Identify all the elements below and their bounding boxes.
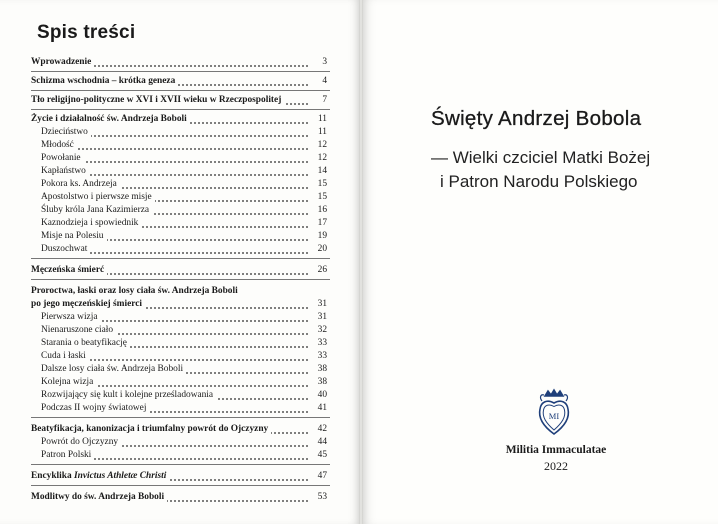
toc-entry: po jego męczeńskiej śmierci 31 — [31, 299, 327, 309]
page-number: 16 — [317, 205, 327, 215]
toc-entry: Powołanie 12 — [31, 152, 330, 165]
page-number: 17 — [317, 218, 327, 228]
page-number: 15 — [317, 192, 327, 202]
page-number: 47 — [317, 471, 327, 481]
page-number: 38 — [317, 364, 327, 374]
toc-entry: Kapłaństwo 14 — [31, 165, 330, 178]
toc-entry: Pierwsza wizja 31 — [31, 311, 330, 324]
toc-entry: Misje na Polesiu 19 — [31, 230, 330, 243]
divider — [31, 483, 330, 491]
subtitle-line: — Wielki czciciel Matki Bożej — [431, 148, 651, 167]
page-number: 19 — [317, 231, 327, 241]
divider — [31, 415, 330, 423]
toc-entry: Wprowadzenie 3 — [31, 57, 327, 67]
emblem-letters: MI — [548, 411, 560, 421]
subtitle-line: i Patron Narodu Polskiego — [440, 172, 638, 191]
publication-year: 2022 — [544, 459, 568, 473]
toc-entry: Podczas II wojny światowej 41 — [31, 402, 330, 415]
page-number: 4 — [322, 76, 327, 86]
toc-entry: Kaznodzieja i spowiednik 17 — [31, 217, 330, 230]
page-number: 3 — [322, 57, 327, 67]
toc-entry: Męczeńska śmierć 26 — [31, 265, 327, 275]
toc-entry: Modlitwy do św. Andrzeja Boboli 53 — [31, 492, 327, 502]
page-number: 26 — [317, 265, 327, 275]
page-number: 41 — [317, 403, 327, 413]
toc-heading: Spis treści — [37, 22, 136, 43]
toc-entry: Beatyfikacja, kanonizacja i triumfalny powrót do Ojczyzny 42 — [31, 424, 327, 434]
page-number: 12 — [317, 140, 327, 150]
page-number: 42 — [317, 424, 327, 434]
toc-entry: Apostolstwo i pierwsze misje 15 — [31, 191, 330, 204]
toc-entry: Kolejna wizja 38 — [31, 376, 330, 389]
toc-entry: Duszochwat 20 — [31, 243, 330, 256]
toc-entry: Rozwijający się kult i kolejne prześladowania 40 — [31, 389, 330, 402]
page-number: 44 — [317, 437, 327, 447]
page-number: 15 — [317, 179, 327, 189]
toc-entry: Nienaruszone ciało 32 — [31, 324, 330, 337]
toc-entry: Dalsze losy ciała św. Andrzeja Boboli 38 — [31, 363, 330, 376]
page-number: 53 — [317, 492, 327, 502]
divider — [31, 256, 330, 264]
divider — [31, 462, 330, 470]
page-number: 11 — [317, 127, 327, 137]
toc-entry: Dzieciństwo 11 — [31, 126, 330, 139]
page-number: 31 — [317, 299, 327, 309]
toc-entry: Proroctwa, łaski oraz losy ciała św. Andrzeja Boboli — [31, 285, 330, 298]
toc-entry: Starania o beatyfikację 33 — [31, 337, 330, 350]
page-number: 14 — [317, 166, 327, 176]
page-number: 45 — [317, 450, 327, 460]
toc-entry: Powrót do Ojczyzny 44 — [31, 436, 330, 449]
page-number: 31 — [317, 312, 327, 322]
book-title: Święty Andrzej Bobola — [431, 107, 642, 130]
toc-entry: Tło religijno-polityczne w XVI i XVII wieku w Rzeczpospolitej 7 — [31, 95, 327, 105]
page-number: 11 — [317, 114, 327, 124]
toc-entry: Encyklika Invictus Athletæ Christi 47 — [31, 471, 327, 481]
toc-entry: Życie i działalność św. Andrzeja Boboli 11 — [31, 114, 327, 124]
page-number: 20 — [317, 244, 327, 254]
page-number: 33 — [317, 338, 327, 348]
page-number: 38 — [317, 377, 327, 387]
militia-immaculatae-emblem-icon — [535, 388, 573, 436]
page-number: 40 — [317, 390, 327, 400]
toc-entry: Pokora ks. Andrzeja 15 — [31, 178, 330, 191]
toc-entry: Schizma wschodnia – krótka geneza 4 — [31, 76, 327, 86]
toc-entry: Śluby króla Jana Kazimierza 16 — [31, 204, 330, 217]
toc-entry: Patron Polski 45 — [31, 449, 330, 462]
page-number: 7 — [322, 95, 327, 105]
page-number: 33 — [317, 351, 327, 361]
publisher-name: Militia Immaculatae — [505, 444, 607, 456]
table-of-contents — [31, 56, 330, 504]
toc-entry: Cuda i łaski 33 — [31, 350, 330, 363]
book-subtitle — [431, 146, 701, 194]
page-number: 32 — [317, 325, 327, 335]
page-number: 12 — [317, 153, 327, 163]
toc-entry: Młodość 12 — [31, 139, 330, 152]
divider — [31, 277, 330, 285]
